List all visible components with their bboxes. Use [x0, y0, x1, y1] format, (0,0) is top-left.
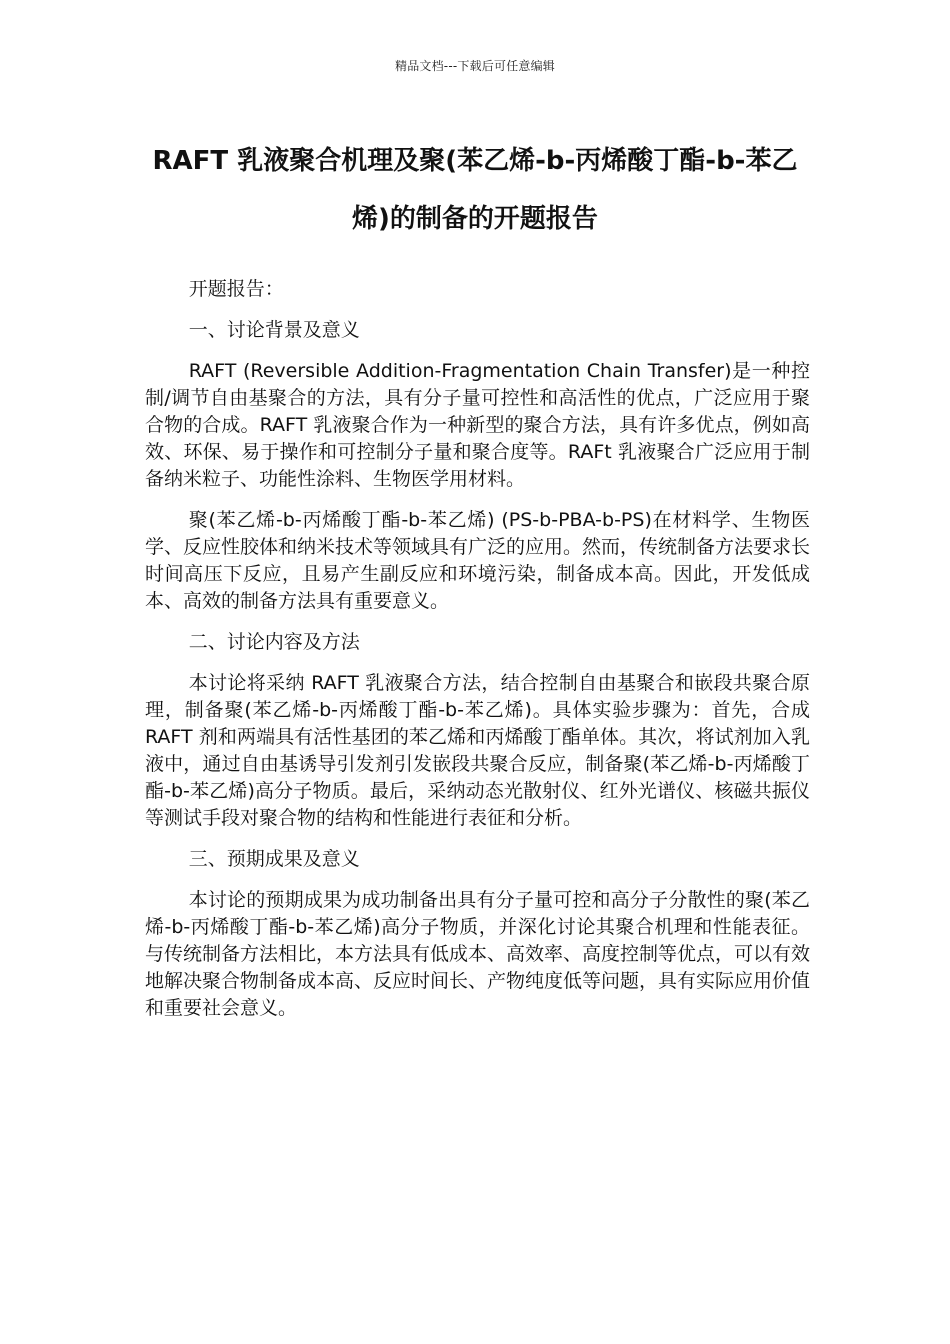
- section-heading-methods: 二、讨论内容及方法: [188, 631, 360, 653]
- intro-label: 开题报告：: [188, 278, 284, 300]
- paragraph-raft-intro: RAFT (Reversible Addition-Fragmentation Chain Transfer)是一种控制/调节自由基聚合的方法，具有分子量可控性和高活性的优点，广泛应用于聚合物的合成。RAFT 乳液聚合作为一种新型的聚合方法，具有许多优点，例如高效、环保、易于操作和可控制分子量和聚合度等。RAFt 乳液聚合广泛应用于制备纳米粒子、功能性涂料、生物医学用材料。: [145, 360, 810, 490]
- section-heading-outcomes: 三、预期成果及意义: [188, 848, 360, 870]
- header-note: 精品文档---下载后可任意编辑: [395, 59, 555, 73]
- document-body: [145, 276, 810, 1036]
- paragraph-ps-pba-ps: 聚(苯乙烯-b-丙烯酸丁酯-b-苯乙烯) (PS-b-PBA-b-PS)在材料学、生物医学、反应性胶体和纳米技术等领域具有广泛的应用。然而，传统制备方法要求长时间高压下反应，且易产生副反应和环境污染，制备成本高。因此，开发低成本、高效的制备方法具有重要意义。: [145, 509, 811, 612]
- section-heading-background: 一、讨论背景及意义: [188, 319, 360, 341]
- paragraph-outcomes: 本讨论的预期成果为成功制备出具有分子量可控和高分子分散性的聚(苯乙烯-b-丙烯酸丁酯-b-苯乙烯)高分子物质，并深化讨论其聚合机理和性能表征。与传统制备方法相比，本方法具有低成本、高效率、高度控制等优点，可以有效地解决聚合物制备成本高、反应时间长、产物纯度低等问题，具有实际应用价值和重要社会意义。: [145, 889, 811, 1019]
- paragraph-methods: 本讨论将采纳 RAFT 乳液聚合方法，结合控制自由基聚合和嵌段共聚合原理，制备聚(苯乙烯-b-丙烯酸丁酯-b-苯乙烯)。具体实验步骤为：首先，合成 RAFT 剂和两端具有活性基团的苯乙烯和丙烯酸丁酯单体。其次，将试剂加入乳液中，通过自由基诱导引发剂引发嵌段共聚合反应，制备聚(苯乙烯-b-丙烯酸丁酯-b-苯乙烯)高分子物质。最后，采纳动态光散射仪、红外光谱仪、核磁共振仪等测试手段对聚合物的结构和性能进行表征和分析。: [145, 672, 810, 829]
- document-title: RAFT 乳液聚合机理及聚(苯乙烯-b-丙烯酸丁酯-b-苯乙烯)的制备的开题报告: [152, 146, 798, 234]
